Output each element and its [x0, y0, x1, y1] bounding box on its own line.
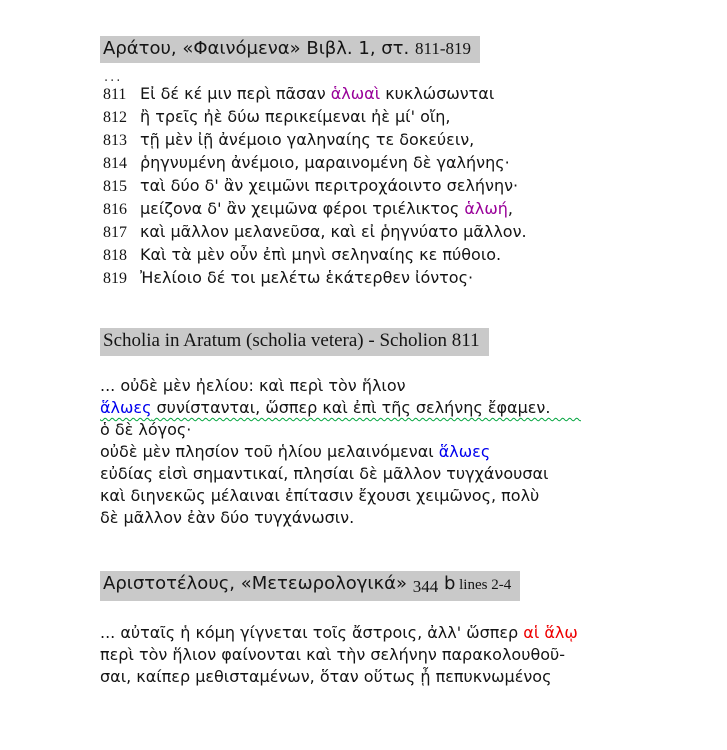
text-segment: δὲ μᾶλλον ἐὰν δύο τυγχάνωσιν. [100, 508, 355, 527]
text-segment: Αριστοτέλους, «Μετεωρολογικά» [103, 573, 413, 594]
line-number: 815 [103, 178, 127, 195]
prose-line [100, 485, 707, 507]
verse-line [100, 129, 707, 152]
text-segment: , [507, 199, 513, 218]
verse-line [100, 244, 707, 267]
aratus-header [100, 36, 480, 63]
verse-text [140, 84, 494, 103]
text-segment: ... οὐδὲ μὲν ἠελίου: καὶ περὶ τὸν ἥλιον [100, 376, 406, 395]
text-segment: ... αὐταῖς ἡ κόμη γίγνεται τοῖς ἄστροις, ἀλλ' ὥσπερ [100, 623, 524, 642]
text-segment: Εἰ δέ κέ μιν περὶ πᾶσαν [140, 84, 331, 103]
text-segment: μείζονα δ' ἂν χειμῶνα φέροι τριέλικτος [140, 199, 465, 218]
verse-line [100, 198, 707, 221]
text-segment: Αράτου, «Φαινόμενα» Βιβλ. 1, στ. [103, 38, 415, 59]
text-segment: οὐδὲ μὲν πλησίον τοῦ ἡλίου μελαινόμεναι [100, 442, 439, 461]
line-number: 811 [103, 86, 127, 103]
text-segment: ῥηγνυμένη ἀνέμοιο, μαραινομένη δὲ γαλήνης· [140, 153, 510, 172]
text-segment: σαι, καίπερ μεθισταμένων, ὅταν οὕτως ᾖ πεπυκνωμένος [100, 667, 552, 686]
text-segment: 344 [412, 577, 439, 596]
verse-text [140, 107, 451, 126]
verse-line [100, 221, 707, 244]
text-segment: καὶ μᾶλλον μελανεῦσα, καὶ εἰ ῥηγνύατο μᾶλλον. [140, 222, 527, 241]
text-segment: Scholia in Aratum (scholia vetera) - Scholion 811 [103, 330, 480, 351]
prose-line [100, 622, 707, 644]
prose-line [100, 463, 707, 485]
scholion-text [100, 375, 707, 529]
verse-line [100, 106, 707, 129]
verse-text [140, 268, 473, 287]
line-number: 814 [103, 155, 127, 172]
highlighted-term: ἅλωες [438, 442, 491, 461]
verse-line [100, 83, 707, 106]
text-segment: 811-819 [414, 39, 471, 58]
scholia-header [100, 328, 489, 356]
verse-text [140, 245, 501, 264]
line-number: 817 [103, 224, 127, 241]
ellipsis: ... [104, 70, 123, 85]
prose-line [100, 441, 707, 463]
text-segment: ἢ τρεῖς ἠὲ δύω περικείμεναι ἠὲ μί' οἴη, [140, 107, 451, 126]
prose-line [100, 375, 707, 397]
line-number: 813 [103, 132, 127, 149]
verse-line [100, 175, 707, 198]
prose-line [100, 644, 707, 666]
text-segment: b [438, 573, 456, 594]
verse-line [100, 152, 707, 175]
line-number: 819 [103, 270, 127, 287]
highlighted-term: ἁλωαὶ [330, 84, 381, 103]
aristotle-text [100, 622, 707, 688]
text-segment: καὶ διηνεκῶς μέλαιναι ἐπίτασιν ἔχουσι χειμῶνος, πολὺ [100, 486, 540, 505]
verse-text [140, 130, 474, 149]
verse-line [100, 267, 707, 290]
verse-text [140, 176, 518, 195]
verse-text [140, 199, 513, 218]
highlighted-term: ἅλωες [100, 398, 152, 417]
text-segment: περὶ τὸν ἥλιον φαίνονται καὶ τὴν σελήνην παρακολουθοῦ- [100, 645, 566, 664]
highlighted-term: αἱ ἅλῳ [523, 623, 578, 642]
text-segment: ὁ δὲ λόγος· [100, 420, 192, 439]
prose-line [100, 666, 707, 688]
text-segment: τῇ μὲν ἰῇ ἀνέμοιο γαληναίης τε δοκεύειν, [140, 130, 475, 149]
prose-line-squiggle [100, 397, 707, 419]
prose-line [100, 419, 707, 441]
text-segment: εὐδίας εἰσὶ σημαντικαί, πλησίαι δὲ μᾶλλον τυγχάνουσαι [100, 464, 549, 483]
text-segment: Ἠελίοιο δέ τοι μελέτω ἑκάτερθεν ἰόντος· [140, 268, 474, 287]
line-number: 812 [103, 109, 127, 126]
text-segment: Καὶ τὰ μὲν οὖν ἐπὶ μηνὶ σεληναίης κε πύθοιο. [140, 245, 502, 264]
prose-line [100, 507, 707, 529]
text-segment: lines 2-4 [455, 577, 512, 593]
line-number: 816 [103, 201, 127, 218]
text-segment: ταὶ δύο δ' ἂν χειμῶνι περιτροχάοιντο σελήνην· [140, 176, 519, 195]
highlighted-term: ἁλωή [464, 199, 508, 218]
aristotle-header [100, 571, 520, 601]
aratus-verse [100, 72, 707, 290]
verse-text [140, 222, 527, 241]
text-segment: κυκλώσωνται [380, 84, 495, 103]
text-segment: συνίστανται, ὥσπερ καὶ ἐπὶ τῆς σελήνης ἔφαμεν. [151, 398, 551, 417]
verse-text [140, 153, 510, 172]
line-number: 818 [103, 247, 127, 264]
